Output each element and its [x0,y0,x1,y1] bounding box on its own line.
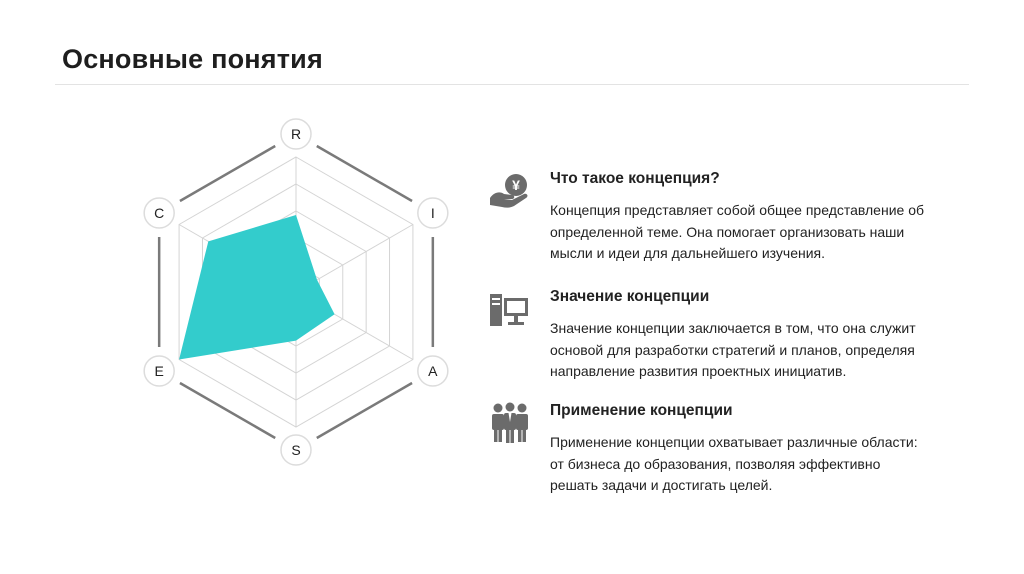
axis-label: I [430,205,435,221]
hand-yen-icon [488,172,532,212]
item-text: Концепция представляет собой общее представление об определенной теме. Она помогает организовать наши мысли и идеи для дальнейшего изучения. [550,202,925,261]
item-title: Значение концепции [550,288,710,305]
item-text: Значение концепции заключается в том, что она служит основой для разработки стратегий и планов, определяя направление развития проектных инициатив. [550,320,916,379]
slide-title: Основные понятия [62,44,323,74]
item-text: Применение концепции охватывает различные области: от бизнеса до образования, позволяя эффективно решать задачи и достигать целей. [550,434,918,493]
frame-segment [180,383,275,438]
axis-label: S [291,442,301,458]
computer-icon [488,292,532,332]
axis-label: A [428,363,438,379]
item-title: Что такое концепция? [550,170,720,187]
frame-segment [317,383,412,438]
people-group-icon [488,402,532,442]
axis-label: C [154,205,165,221]
axis-label: E [154,363,164,379]
data-area [179,215,334,359]
frame-segment [317,146,412,201]
axis-label: R [290,126,302,142]
item-title: Применение концепции [550,402,733,419]
frame-segment [180,146,275,201]
svg-text:¥: ¥ [512,177,520,193]
